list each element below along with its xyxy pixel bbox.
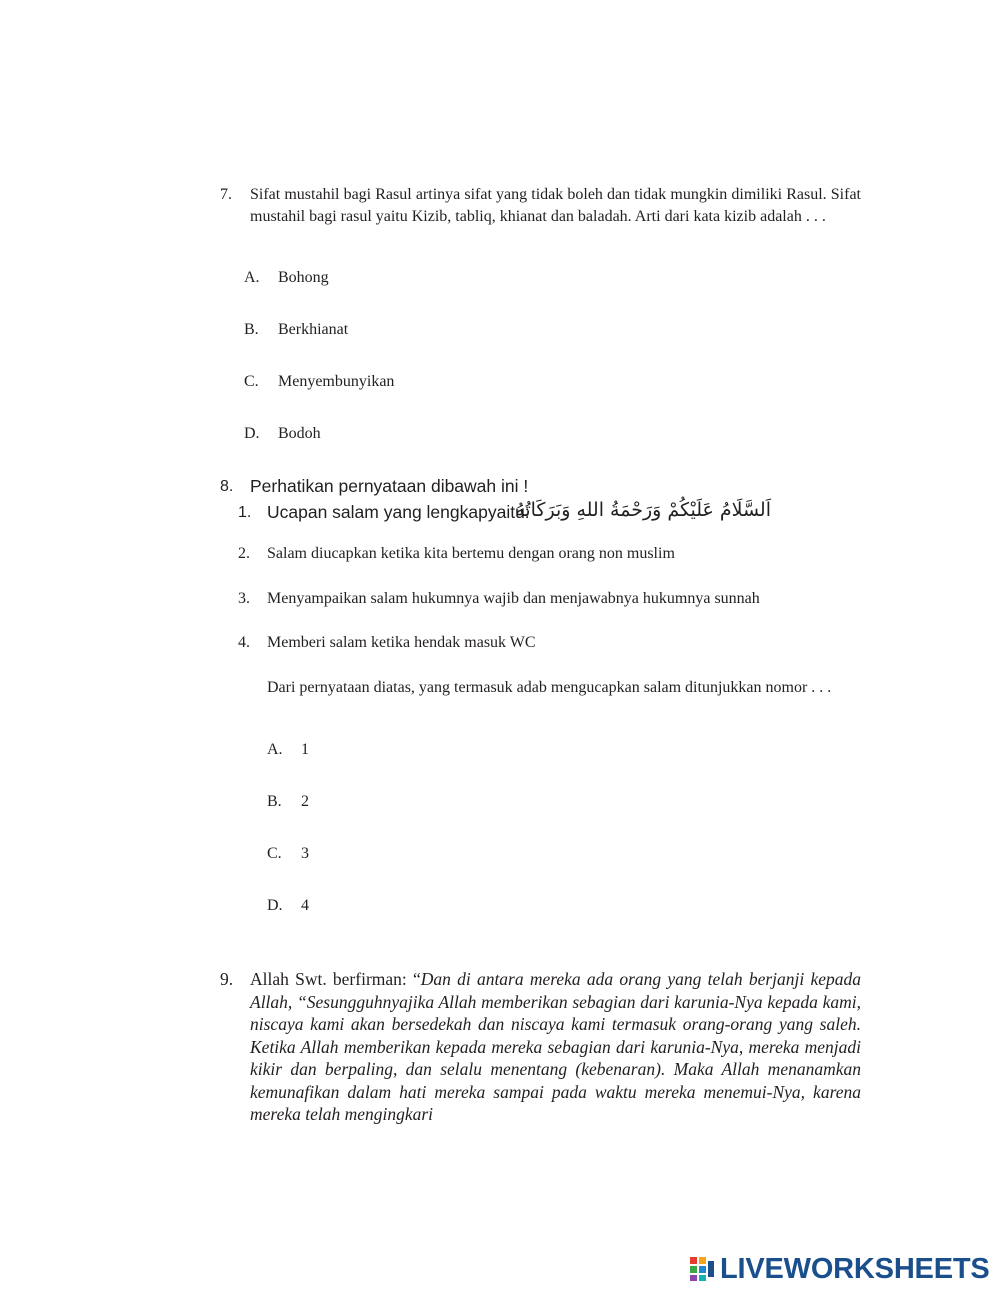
q9-question-text	[250, 968, 861, 1126]
arabic-greeting	[515, 492, 776, 531]
q8-statement-4-number: 4.	[238, 634, 250, 651]
q8-statement-4: Memberi salam ketika hendak masuk WC	[267, 634, 536, 651]
q9-lead: Allah Swt. berfirman: “	[250, 969, 421, 989]
q8-option-a-letter: A.	[267, 741, 283, 758]
q8-option-b-letter: B.	[267, 793, 282, 810]
q9-number: 9.	[220, 969, 234, 989]
q8-statement-3: Menyampaikan salam hukumnya wajib dan menjawabnya hukumnya sunnah	[267, 590, 760, 607]
q8-option-d-letter: D.	[267, 897, 283, 914]
liveworksheets-logo-icon	[690, 1257, 716, 1281]
q9-quote: Dan di antara mereka ada orang yang telah berjanji kepada Allah, “Sesungguhnyajika Allah memberikan sebagian dari karunia-Nya kepada kami, niscaya kami akan bersedekah dan niscaya kami termasuk orang-orang yang saleh. Ketika Allah memberikan kepada mereka sebagian dari karunia-Nya, mereka menjadi kikir dan berpaling, dan selalu menentang (kebenaran). Maka Allah menanamkan kemunafikan dalam hati mereka sampai pada waktu mereka menemui-Nya, karena mereka telah mengingkari	[250, 969, 862, 1124]
q8-option-c[interactable]: 3	[301, 845, 309, 862]
q8-statement-1-number: 1.	[238, 504, 252, 521]
liveworksheets-logo[interactable]	[690, 1252, 990, 1286]
q8-option-d[interactable]: 4	[301, 897, 309, 914]
q7-option-d[interactable]: Bodoh	[278, 425, 321, 442]
q7-question-text: Sifat mustahil bagi Rasul artinya sifat yang tidak boleh dan tidak mungkin dimiliki Rasul. Sifat mustahil bagi rasul yaitu Kizib, tabliq, khianat dan baladah. Arti dari kata kizib adalah . . .	[250, 186, 861, 225]
q7-option-a[interactable]: Bohong	[278, 269, 329, 286]
q8-option-b[interactable]: 2	[301, 793, 309, 810]
q7-option-c[interactable]: Menyembunyikan	[278, 373, 395, 390]
q8-number: 8.	[220, 478, 234, 495]
q8-prompt: Dari pernyataan diatas, yang termasuk adab mengucapkan salam ditunjukkan nomor . . .	[267, 679, 832, 696]
q7-option-a-letter: A.	[244, 269, 260, 286]
q8-option-c-letter: C.	[267, 845, 282, 862]
q7-number: 7.	[220, 186, 232, 203]
arabic-greeting-text: اَلسَّلَامُ عَلَيْكُمْ وَرَحْمَةُ اللهِ وَبَرَكَاتُهُ	[515, 499, 771, 521]
q8-option-a[interactable]: 1	[301, 741, 309, 758]
q7-option-b[interactable]: Berkhianat	[278, 321, 349, 338]
liveworksheets-logo-text: LIVEWORKSHEETS	[720, 1252, 990, 1285]
q8-question-text: Perhatikan pernyataan dibawah ini !	[250, 476, 529, 496]
q8-statement-1: Ucapan salam yang lengkapyaitu:	[267, 502, 530, 522]
q7-option-d-letter: D.	[244, 425, 260, 442]
q8-statement-3-number: 3.	[238, 590, 250, 607]
q8-statement-2: Salam diucapkan ketika kita bertemu dengan orang non muslim	[267, 545, 675, 562]
q7-option-c-letter: C.	[244, 373, 259, 390]
q7-option-b-letter: B.	[244, 321, 259, 338]
q8-statement-2-number: 2.	[238, 545, 250, 562]
